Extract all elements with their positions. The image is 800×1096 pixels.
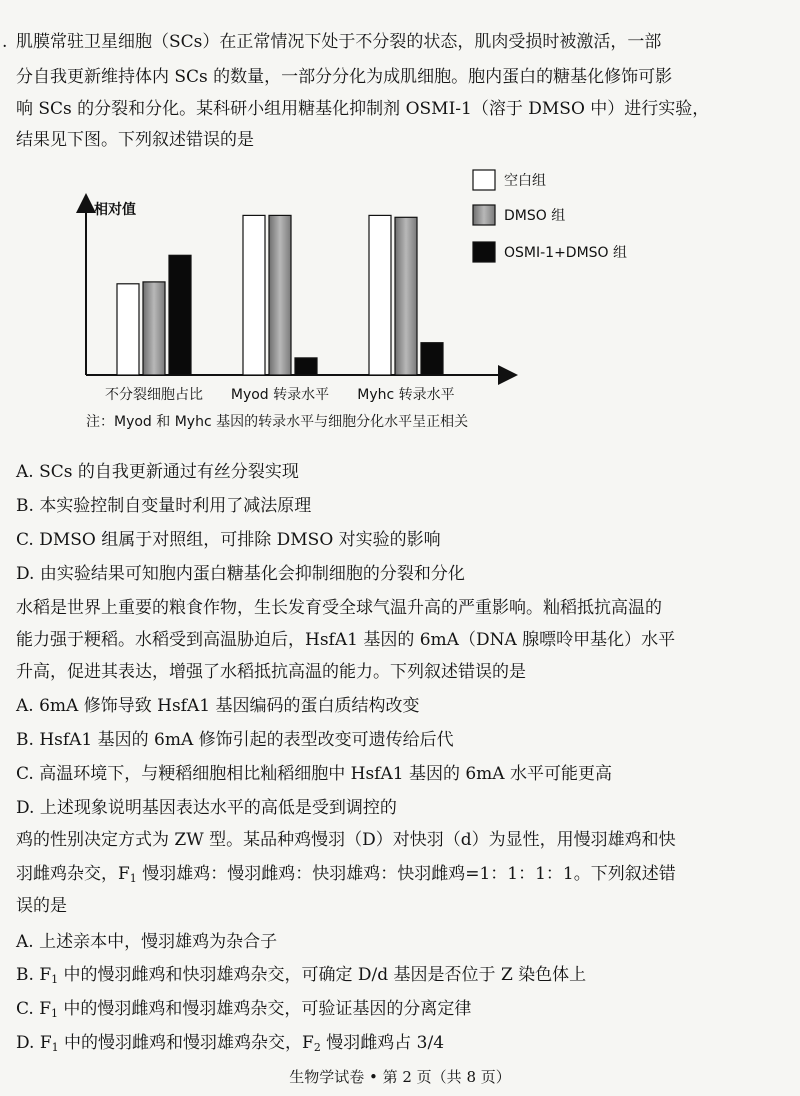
x-tick-label: Myhc 转录水平 bbox=[357, 387, 455, 403]
q3-option-d bbox=[16, 1031, 444, 1060]
option-text: 高温环境下，与粳稻细胞相比籼稻细胞中 HsfA1 基因的 6mA 水平可能更高 bbox=[39, 764, 612, 784]
subscript: 1 bbox=[51, 973, 59, 986]
q2-option-c bbox=[16, 762, 612, 786]
option-label: A. bbox=[16, 932, 34, 952]
option-text: 慢羽雌鸡占 3/4 bbox=[320, 1033, 445, 1053]
bar-OSMI-1+DMSO 组-不分裂细胞占比 bbox=[169, 255, 191, 375]
bar-OSMI-1+DMSO 组-Myod 转录水平 bbox=[295, 358, 317, 375]
option-text: F bbox=[39, 965, 52, 985]
option-text: 本实验控制自变量时利用了减法原理 bbox=[39, 496, 312, 516]
option-text: F bbox=[39, 999, 52, 1019]
q1-number: . bbox=[2, 32, 8, 52]
legend-label: 空白组 bbox=[504, 173, 546, 189]
option-text: 中的慢羽雌鸡和快羽雄鸡杂交，可确定 D/d 基因是否位于 Z 染色体上 bbox=[58, 965, 587, 985]
option-text: 上述现象说明基因表达水平的高低是受到调控的 bbox=[39, 798, 397, 818]
bar-DMSO 组-不分裂细胞占比 bbox=[143, 282, 165, 375]
q3-stem-text: 羽雌鸡杂交，F bbox=[16, 864, 130, 884]
q3-option-a bbox=[16, 930, 277, 954]
q3-option-c bbox=[16, 997, 471, 1026]
subscript: 1 bbox=[51, 1041, 59, 1054]
q3-stem-line-1: 鸡的性别决定方式为 ZW 型。某品种鸡慢羽（D）对快羽（d）为显性，用慢羽雄鸡和快 bbox=[16, 830, 676, 850]
q1-option-b bbox=[16, 494, 311, 518]
legend-label: OSMI-1+DMSO 组 bbox=[504, 245, 628, 261]
q2-stem-line-2: 能力强于粳稻。水稻受到高温胁迫后，HsfA1 基因的 6mA（DNA 腺嘌呤甲基化）水平 bbox=[16, 630, 676, 650]
x-tick-label: Myod 转录水平 bbox=[230, 387, 330, 403]
subscript: 1 bbox=[129, 872, 137, 885]
option-text: DMSO 组属于对照组，可排除 DMSO 对实验的影响 bbox=[39, 530, 441, 550]
option-label: D. bbox=[16, 798, 35, 818]
q1-option-d bbox=[16, 562, 465, 586]
option-text: 中的慢羽雌鸡和慢羽雄鸡杂交，可验证基因的分离定律 bbox=[58, 999, 472, 1019]
q3-stem-line-2 bbox=[16, 862, 676, 891]
q1-option-a bbox=[16, 460, 299, 484]
option-text: HsfA1 基因的 6mA 修饰引起的表型改变可遗传给后代 bbox=[39, 730, 454, 750]
q2-option-d bbox=[16, 796, 397, 820]
option-label: C. bbox=[16, 999, 34, 1019]
q2-stem-line-3: 升高，促进其表达，增强了水稻抵抗高温的能力。下列叙述错误的是 bbox=[16, 662, 526, 682]
bar-chart bbox=[0, 160, 800, 410]
chart-note: 注：Myod 和 Myhc 基因的转录水平与细胞分化水平呈正相关 bbox=[86, 414, 469, 430]
q2-stem-line-1: 水稻是世界上重要的粮食作物，生长发育受全球气温升高的严重影响。籼稻抵抗高温的 bbox=[16, 598, 662, 618]
option-label: C. bbox=[16, 764, 34, 784]
subscript: 2 bbox=[313, 1041, 321, 1054]
option-label: B. bbox=[16, 965, 34, 985]
option-label: A. bbox=[16, 462, 34, 482]
option-label: C. bbox=[16, 530, 34, 550]
x-tick-label: 不分裂细胞占比 bbox=[105, 387, 203, 403]
y-axis-label: 相对值 bbox=[94, 202, 136, 218]
q1-stem-line-4: 结果见下图。下列叙述错误的是 bbox=[16, 130, 254, 150]
option-label: D. bbox=[16, 1033, 35, 1053]
page-footer: 生物学试卷 • 第 2 页（共 8 页） bbox=[289, 1068, 511, 1086]
option-text: SCs 的自我更新通过有丝分裂实现 bbox=[39, 462, 299, 482]
bar-空白组-不分裂细胞占比 bbox=[117, 284, 139, 375]
q1-stem-line-2: 分自我更新维持体内 SCs 的数量，一部分分化为成肌细胞。胞内蛋白的糖基化修饰可影 bbox=[16, 67, 673, 87]
option-label: D. bbox=[16, 564, 35, 584]
bar-DMSO 组-Myod 转录水平 bbox=[269, 215, 291, 375]
subscript: 1 bbox=[51, 1007, 59, 1020]
bar-DMSO 组-Myhc 转录水平 bbox=[395, 217, 417, 375]
q3-option-b bbox=[16, 963, 586, 992]
option-text: 上述亲本中，慢羽雄鸡为杂合子 bbox=[39, 932, 278, 952]
q2-option-b bbox=[16, 728, 454, 752]
q1-stem-line-1: 肌膜常驻卫星细胞（SCs）在正常情况下处于不分裂的状态，肌肉受损时被激活，一部 bbox=[16, 32, 662, 52]
option-label: B. bbox=[16, 496, 34, 516]
q1-option-c bbox=[16, 528, 441, 552]
q2-option-a bbox=[16, 694, 419, 718]
option-label: A. bbox=[16, 696, 34, 716]
option-text: 6mA 修饰导致 HsfA1 基因编码的蛋白质结构改变 bbox=[39, 696, 420, 716]
legend-label: DMSO 组 bbox=[504, 208, 566, 224]
bar-空白组-Myhc 转录水平 bbox=[369, 215, 391, 375]
q1-stem-line-3: 响 SCs 的分裂和分化。某科研小组用糖基化抑制剂 OSMI-1（溶于 DMSO 中）进行实验， bbox=[16, 99, 710, 119]
q3-stem-line-3: 误的是 bbox=[16, 896, 67, 916]
q3-stem-text: 慢羽雄鸡：慢羽雌鸡：快羽雄鸡：快羽雌鸡=1：1：1：1。下列叙述错 bbox=[136, 864, 676, 884]
legend-swatch bbox=[473, 205, 495, 225]
legend-swatch bbox=[473, 242, 495, 262]
option-text: F bbox=[39, 1033, 52, 1053]
option-text: 中的慢羽雌鸡和慢羽雄鸡杂交，F bbox=[58, 1033, 314, 1053]
legend-swatch bbox=[473, 170, 495, 190]
bar-OSMI-1+DMSO 组-Myhc 转录水平 bbox=[421, 343, 443, 375]
option-text: 由实验结果可知胞内蛋白糖基化会抑制细胞的分裂和分化 bbox=[39, 564, 465, 584]
option-label: B. bbox=[16, 730, 34, 750]
bar-空白组-Myod 转录水平 bbox=[243, 215, 265, 375]
